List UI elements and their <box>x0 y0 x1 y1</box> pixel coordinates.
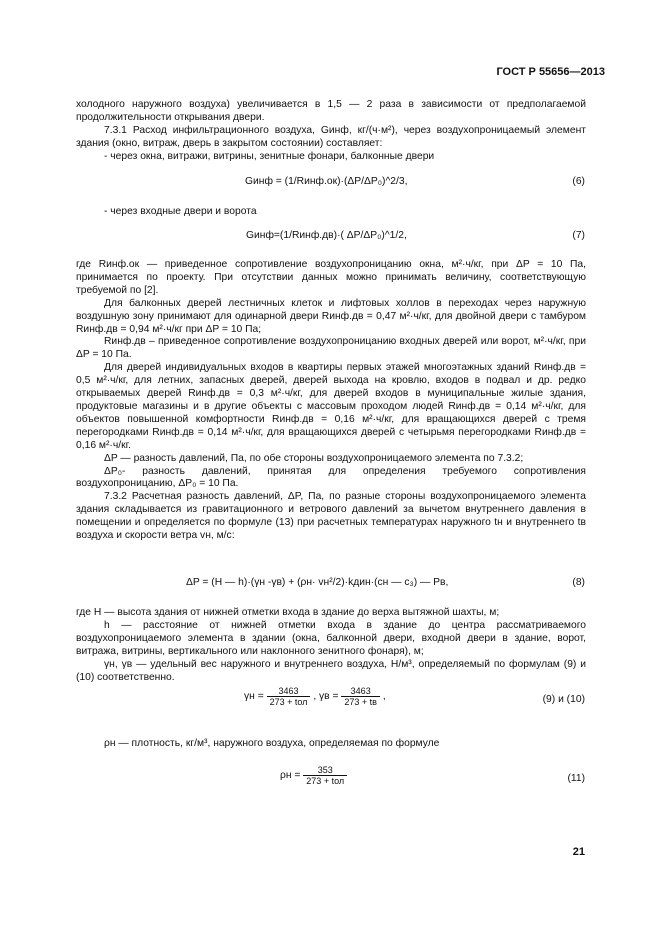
comma: , <box>382 691 386 703</box>
gamma-v-label: , γв = <box>313 691 339 703</box>
fraction <box>267 686 311 707</box>
body-text-doors <box>76 206 586 219</box>
denominator: 273 + tол <box>269 697 308 707</box>
formula-7: Gинф=(1/Rинф.дв)·( ΔP/ΔP₀)^1/2, <box>246 230 407 241</box>
fraction <box>303 765 347 786</box>
formula-11 <box>280 765 347 786</box>
formula-number-11: (11) <box>567 773 585 784</box>
formula-number-8: (8) <box>572 577 585 588</box>
body-text-definitions <box>76 607 586 684</box>
paragraph: где Rинф.ок — приведенное сопротивление воздухопроницанию окна, м²·ч/кг, при ΔP = 10 Па, принимается по проекту. При отсутствии данных можно принимать величину, соответствующую требуемой по [2]. <box>76 259 586 296</box>
paragraph: 7.3.2 Расчетная разность давлений, ΔP, Па, по разные стороны воздухопроницаемого элемента здания складывается из гравитационного и ветрового давлений за вычетом внутреннего давления в помещении и определяется по формуле (13) при расчетных температурах наружного tн и внутреннего tв воздуха и скорости ветра vн, м/с: <box>76 491 586 542</box>
formula-9-10 <box>244 686 386 707</box>
paragraph: γн, γв — удельный вес наружного и внутреннего воздуха, Н/м³, определяемый по формулам (9) и (10) соответственно. <box>76 658 586 683</box>
paragraph: ΔP₀- разность давлений, принятая для определения требуемого сопротивления воздухопроницанию, ΔP₀ = 10 Па. <box>76 465 586 490</box>
paragraph: Для дверей индивидуальных входов в квартиры первых этажей многоэтажных зданий Rинф.дв = 0,5 м²·ч/кг, для летних, запасных дверей, дверей выхода на кровлю, входов в подвал и др. редко открываемых дверей Rинф.дв = 0,3 м²·ч/кг, для дверей входов в муниципальные жилые здания, продуктовые магазины и в другие объекты с массовым проходом людей Rинф.дв = 0,14 м²·ч/кг, для объектов повышенной комфортности Rинф.дв = 0,16 м²·ч/кг, для вращающихся дверей с тремя перегородками Rинф.дв = 0,14 м²·ч/кг, для вращающихся дверей с четырьмя перегородками Rинф.дв = 0,16 м²·ч/кг. <box>76 362 586 451</box>
fraction <box>341 686 380 707</box>
paragraph: ΔP — разность давлений, Па, по обе стороны воздухопроницаемого элемента по 7.3.2; <box>104 452 524 464</box>
paragraph: 7.3.1 Расход инфильтрационного воздуха, Gинф, кг/(ч·м²), через воздухопроницаемый элемент здания (окно, витраж, дверь в закрытом состоянии) составляет: <box>76 124 586 149</box>
numerator: 3463 <box>267 686 311 697</box>
body-text-main <box>76 259 586 543</box>
gamma-n-label: γн = <box>244 691 264 703</box>
paragraph: холодного наружного воздуха) увеличивается в 1,5 — 2 раза в зависимости от предполагаемой продолжительности открывания двери. <box>76 99 586 123</box>
rho-label: ρн = <box>280 770 301 782</box>
document-header: ГОСТ Р 55656—2013 <box>496 66 605 78</box>
denominator: 273 + tол <box>306 776 345 786</box>
denominator: 273 + tв <box>344 697 377 707</box>
formula-number-7: (7) <box>572 230 585 241</box>
page-number: 21 <box>572 846 585 858</box>
formula-number-9-10: (9) и (10) <box>542 694 585 705</box>
body-text-top <box>76 99 586 164</box>
paragraph: где H — высота здания от нижней отметки входа в здание до верха вытяжной шахты, м; <box>76 607 500 618</box>
paragraph: - через входные двери и ворота <box>104 206 257 217</box>
formula-6: Gинф = (1/Rинф.ок)·(ΔP/ΔP₀)^2/3, <box>245 176 408 187</box>
paragraph: ρн — плотность, кг/м³, наружного воздуха, определяемая по формуле <box>104 738 440 749</box>
formula-number-6: (6) <box>572 176 585 187</box>
paragraph: h — расстояние от нижней отметки входа в здание до центра рассматриваемого воздухопроницаемого элемента в здании (окна, балконной двери, входной двери в здание, ворот, витража, витрины, вертикального или наклонного зенитного фонаря), м; <box>76 619 586 657</box>
numerator: 3463 <box>341 686 380 697</box>
formula-8: ΔP = (H — h)·(γн -γв) + (ρн· vн²/2)·kдин·(сн — с₃) — Pв, <box>186 577 449 588</box>
paragraph: - через окна, витражи, витрины, зенитные фонари, балконные двери <box>104 150 435 162</box>
numerator: 353 <box>303 765 347 776</box>
paragraph: Для балконных дверей лестничных клеток и лифтовых холлов в переходах через наружную воздушную зону принимают для одинарной двери Rинф.дв = 0,47 м²·ч/кг, для двойной двери с тамбуром Rинф.дв = 0,94 м²·ч/кг при ΔP = 10 Па; <box>76 297 586 335</box>
body-text-density <box>76 738 586 751</box>
paragraph: Rинф.дв – приведенное сопротивление воздухопроницанию входных дверей или ворот, м²·ч/кг, при ΔP = 10 Па. <box>76 336 586 361</box>
